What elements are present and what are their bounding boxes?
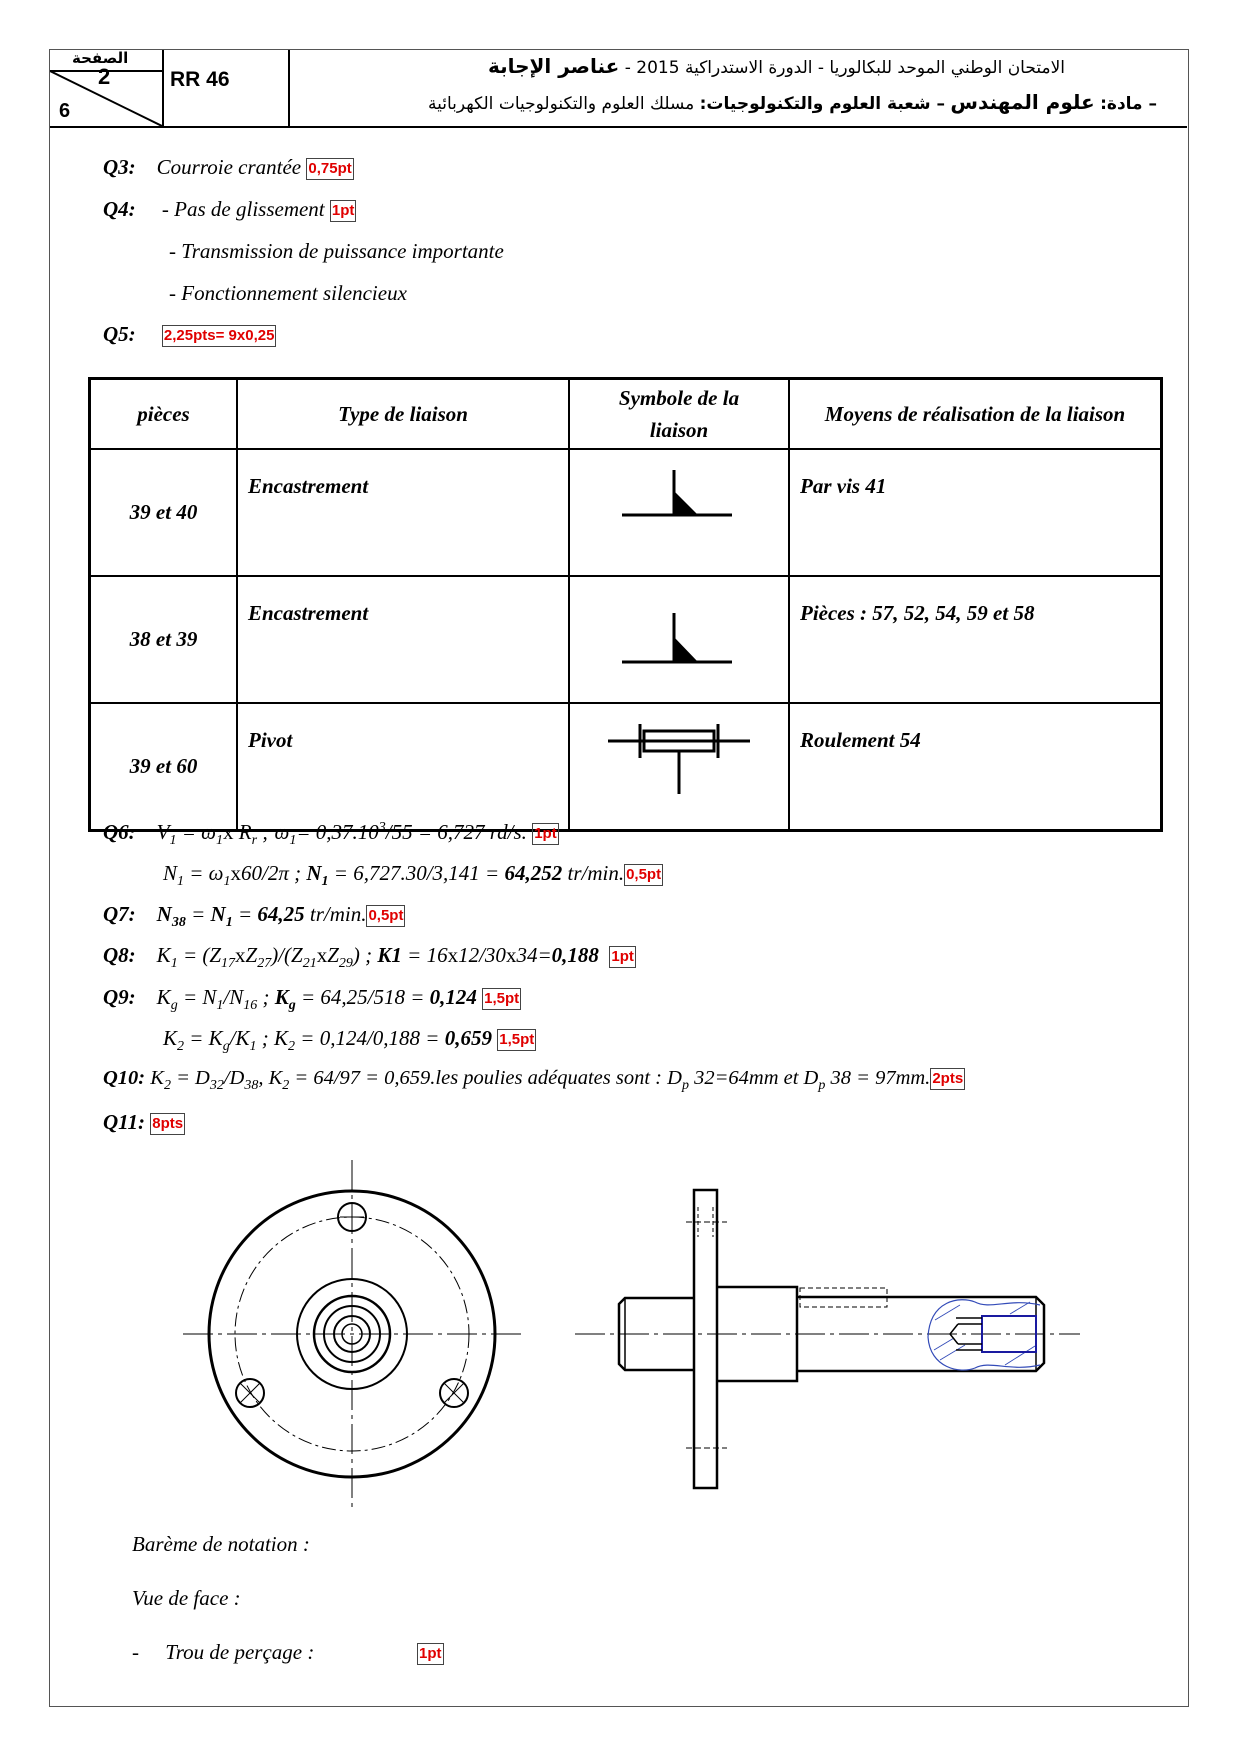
q6-line-2: $N_1 = \omega_1x60/2\pi$ ; $N_1 = 6,727.30/3,141 = 64,252$ tr/min. 0,5pt [163, 861, 662, 890]
side-view [575, 1190, 1080, 1488]
row1-type: Encastrement [237, 449, 569, 576]
row2-pieces: 38 et 39 [90, 576, 238, 703]
q4-label: Q4: [103, 197, 136, 221]
q9-label: Q9: [103, 985, 136, 1009]
q5-label: Q5: [103, 322, 136, 346]
col-pieces: pièces [90, 379, 238, 450]
row1-moyens: Par vis 41 [789, 449, 1162, 576]
q6-points-1: 1pt [532, 823, 559, 845]
q6-points-2: 0,5pt [624, 864, 663, 886]
page-total: 6 [59, 100, 71, 122]
header-answer-elements: عناصر الإجابة [487, 54, 620, 78]
row2-moyens: Pièces : 57, 52, 54, 59 et 58 [789, 576, 1162, 703]
q10-points: 2pts [930, 1068, 965, 1090]
bareme-subtitle: Vue de face : [132, 1586, 241, 1610]
q10-label: Q10: [103, 1067, 146, 1089]
q9-line-2: $K_2 = K_g/K_1$ ; $K_2 = 0,124/0,188 = 0,659$ 1,5pt [163, 1026, 535, 1055]
q7-line: Q7: $N_{38} = N_1 = 64,25$ tr/min. 0,5pt [103, 902, 404, 931]
row3-pieces: 39 et 60 [90, 703, 238, 831]
col-type: Type de liaison [237, 379, 569, 450]
q4-item-1: - Pas de glissement [161, 197, 325, 221]
bareme-title: Barème de notation : [132, 1532, 310, 1556]
bareme-item-points-wrap [417, 1640, 444, 1665]
q7-label: Q7: [103, 902, 136, 926]
bareme-item-text: Trou de perçage : [165, 1640, 315, 1664]
q11-points: 8pts [150, 1113, 185, 1135]
header-branch: – شعبة العلوم والتكنولوجيات: [699, 94, 946, 114]
page-label: الصفحة [72, 49, 129, 67]
header-subject-prefix: – مادة: [1100, 94, 1157, 114]
exam-code: RR 46 [164, 50, 290, 126]
col-moyens: Moyens de réalisation de la liaison [789, 379, 1162, 450]
bareme-item-points: 1pt [417, 1643, 444, 1665]
page-number: 2 [98, 64, 111, 89]
q11-label: Q11: [103, 1110, 145, 1134]
q9-line-1: Q9: $K_g = N_1/N_{16}$ ; $K_g = 64,25/518 = 0,124$ 1,5pt [103, 985, 520, 1014]
q3-answer: Courroie crantée [156, 155, 302, 179]
q4-item-2: - Transmission de puissance importante [169, 239, 504, 263]
q3-label: Q3: [103, 155, 136, 179]
q10-line: Q10: $K_2 = D_{32}/D_{38}$, $K_2 = 64/97 = 0,659.les$ poulies adéquates sont : $D_p$ 32=64mm et $D_p$ 38 = 97mm. 2pts [103, 1067, 964, 1094]
q6-line-1: Q6: $V_1 = \omega_1x$ $R_r$ ; $\omega_1= 0,37.10^3/55 = 6,727$ rd/s. 1pt [103, 820, 557, 849]
header-subject: علوم المهندس [950, 90, 1095, 114]
q6-label: Q6: [103, 820, 136, 844]
col-symbole-text: Symbole de la liaison [618, 386, 740, 442]
row3-moyens: Roulement 54 [789, 703, 1162, 831]
q4-item-3: - Fonctionnement silencieux [169, 281, 407, 305]
q8-points: 1pt [609, 946, 636, 968]
bareme-item-dash: - [132, 1640, 139, 1664]
header-track: مسلك العلوم والتكنولوجيات الكهربائية [428, 94, 695, 114]
q9-points-1: 1,5pt [482, 988, 521, 1010]
q5-points: 2,25pts= 9x0,25 [162, 325, 277, 347]
header-exam-title: الامتحان الوطني الموحد للبكالوريا - الدورة الاستدراكية 2015 - [624, 58, 1065, 78]
q8-label: Q8: [103, 943, 136, 967]
q3-points: 0,75pt [306, 158, 353, 180]
q4-points: 1pt [330, 200, 357, 222]
row3-type: Pivot [237, 703, 569, 831]
front-view [183, 1160, 525, 1510]
q9-points-2: 1,5pt [497, 1029, 536, 1051]
row1-pieces: 39 et 40 [90, 449, 238, 576]
row2-type: Encastrement [237, 576, 569, 703]
q7-points: 0,5pt [366, 905, 405, 927]
q8-line: Q8: $K_1 = (Z_{17}xZ_{27})/(Z_{21}xZ_{29})$ ; K1 = 16x12/30x34=0,188 1pt [103, 943, 634, 972]
bareme-item [132, 1640, 314, 1665]
